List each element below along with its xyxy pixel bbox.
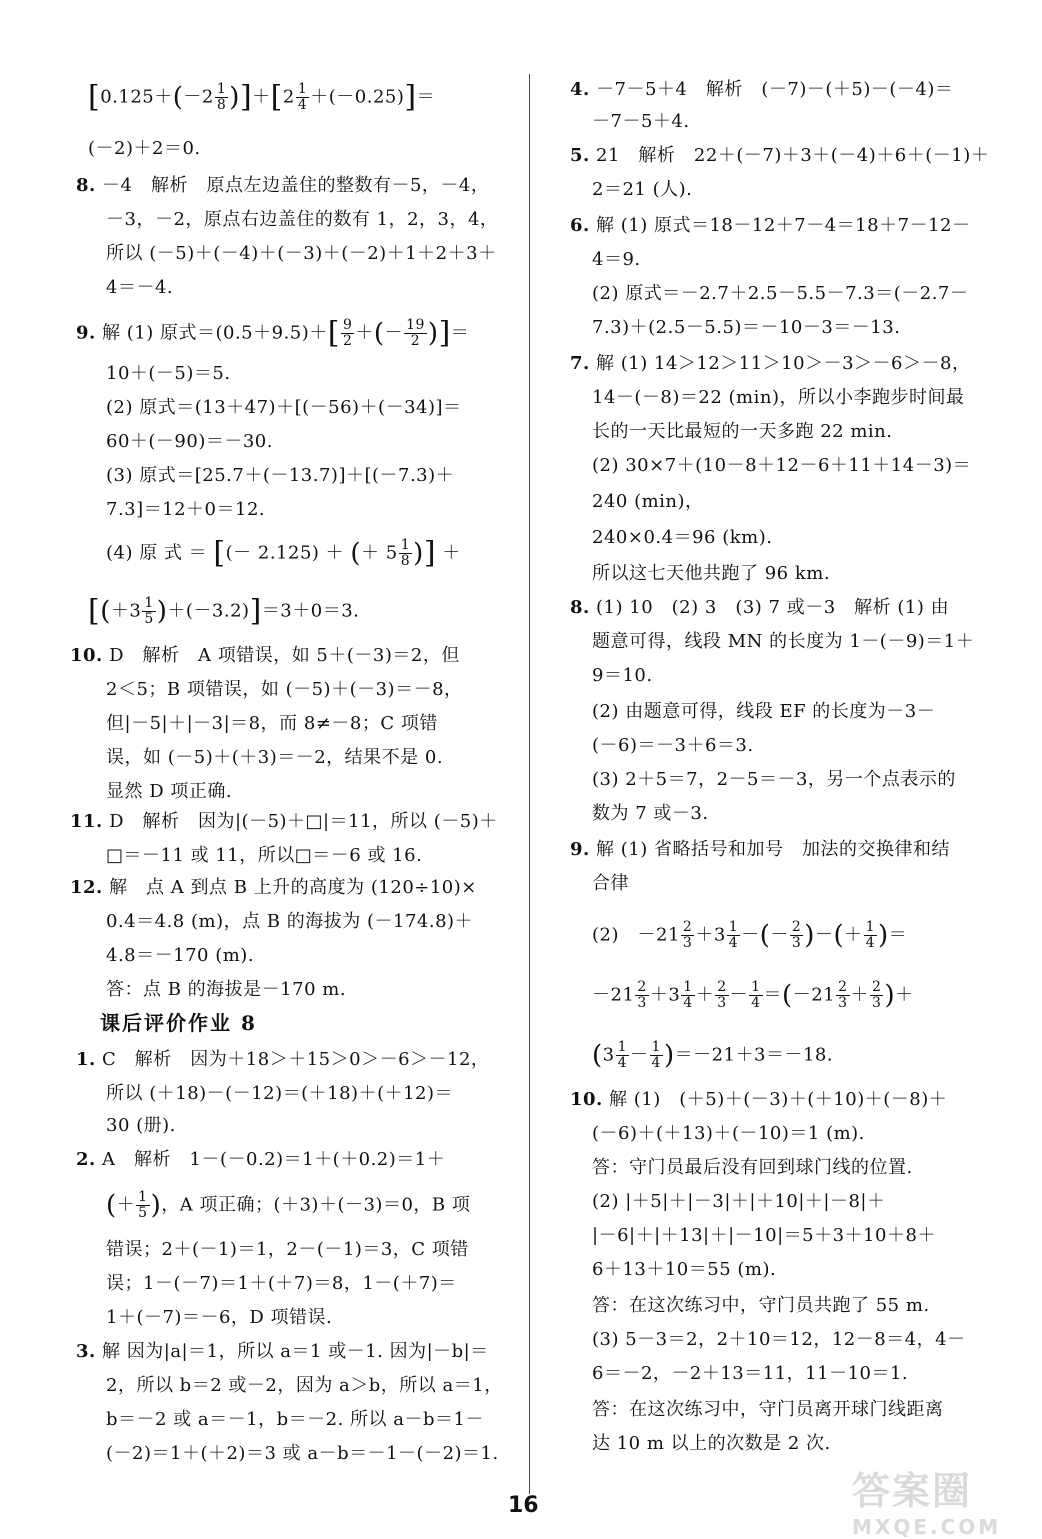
answer-9-line: (3) 原式＝[25.7＋(－13.7)]＋[(－7.3)＋ xyxy=(106,465,455,486)
section-answer-7: 7. 解 (1) 14＞12＞11＞10＞－3＞－6＞－8， xyxy=(570,353,971,374)
section-answer-3-line: (－2)＝1＋(＋2)＝3 或 a－b＝－1－(－2)＝1. xyxy=(106,1443,499,1464)
section-answer-3-line: 2，所以 b＝2 或－2，因为 a＞b，所以 a＝1， xyxy=(106,1375,503,1396)
section-answer-7-line: 14－(－8)＝22 (min)，所以小李跑步时间最 xyxy=(592,387,965,408)
section-answer-2-line: 误；1－(－7)＝1＋(＋7)＝8，1－(＋7)＝ xyxy=(106,1273,457,1294)
section-answer-7-line: 所以这七天他共跑了 96 km. xyxy=(592,563,831,584)
section-answer-10-line: |－6|＋|＋13|＋|－10|＝5＋3＋10＋8＋ xyxy=(592,1225,936,1246)
section-answer-10-line: (－6)＋(＋13)＋(－10)＝1 (m). xyxy=(592,1123,865,1144)
watermark-url: MXQE.COM xyxy=(852,1515,1002,1539)
answer-12: 12. 解 点 A 到点 B 上升的高度为 (120÷10)× xyxy=(70,877,477,898)
section-answer-7-line: 240 (min)， xyxy=(592,491,704,512)
section-answer-5: 5. 21 解析 22＋(－7)＋3＋(－4)＋6＋(－1)＋ xyxy=(570,145,990,166)
answer-10-line: 显然 D 项正确. xyxy=(106,781,233,802)
section-answer-10: 10. 解 (1) (＋5)＋(－3)＋(＋10)＋(－8)＋ xyxy=(570,1089,948,1110)
answer-11: 11. D 解析 因为|(－5)＋□|＝11，所以 (－5)＋ xyxy=(70,811,498,832)
section-answer-4: 4. －7－5＋4 解析 (－7)－(＋5)－(－4)＝ xyxy=(570,79,954,100)
section-answer-2-line: 错误；2＋(－1)＝1，2－(－1)＝3，C 项错 xyxy=(106,1239,469,1260)
section-answer-2: 2. A 解析 1－(－0.2)＝1＋(＋0.2)＝1＋ xyxy=(76,1149,446,1170)
answer-11-line: □＝－11 或 11，所以□＝－6 或 16. xyxy=(106,845,423,866)
section-answer-3: 3. 解 因为|a|＝1，所以 a＝1 或－1. 因为|－b|＝ xyxy=(76,1341,489,1362)
section-answer-6-line: (2) 原式＝－2.7＋2.5－5.5－7.3＝(－2.7－ xyxy=(592,283,969,304)
section-answer-10-line: 答：在这次练习中，守门员共跑了 55 m. xyxy=(592,1295,930,1316)
answer-8-line: －3，－2，原点右边盖住的数有 1，2，3，4， xyxy=(106,209,499,230)
answer-8-line: 4＝－4. xyxy=(106,277,174,298)
answer-7-line-1: [0.125＋(－2 $\frac{1}{8}$ )]＋[2 $\frac{1}{4}$ ＋(－0.25)]＝ xyxy=(88,79,436,115)
watermark-text: 答案圈 xyxy=(852,1469,973,1513)
column-divider xyxy=(529,74,530,1494)
section-answer-10-line: 达 10 m 以上的次数是 2 次. xyxy=(592,1433,831,1454)
section-answer-9: 9. 解 (1) 省略括号和加号 加法的交换律和结 xyxy=(570,839,950,860)
section-answer-10-line: (3) 5－3＝2，2＋10＝12，12－8＝4，4－ xyxy=(592,1329,966,1350)
section-answer-2-line: 1＋(－7)＝－6，D 项错误. xyxy=(106,1307,333,1328)
answer-10-line: 误，如 (－5)＋(＋3)＝－2，结果不是 0. xyxy=(106,747,444,768)
answer-8: 8. －4 解析 原点左边盖住的整数有－5，－4， xyxy=(76,175,490,196)
section-answer-3-line: b＝－2 或 a＝－1，b＝－2. 所以 a－b＝1－ xyxy=(106,1409,484,1430)
answer-10-line: 2＜5；B 项错误，如 (－5)＋(－3)＝－8， xyxy=(106,679,463,700)
section-answer-4-line: －7－5＋4. xyxy=(592,111,690,132)
section-answer-6-line: 4＝9. xyxy=(592,249,641,270)
answer-9-line: 10＋(－5)＝5. xyxy=(106,363,231,384)
answer-9-line: (2) 原式＝(13＋47)＋[(－56)＋(－34)]＝ xyxy=(106,397,462,418)
section-answer-9-line-4: (3 $\frac{1}{4}$ － $\frac{1}{4}$ )＝－21＋3＝－18. xyxy=(592,1039,834,1071)
answer-8-line: 所以 (－5)＋(－4)＋(－3)＋(－2)＋1＋2＋3＋ xyxy=(106,243,497,264)
section-answer-8-line: 题意可得，线段 MN 的长度为 1－(－9)＝1＋ xyxy=(592,631,975,652)
answer-9-line: 60＋(－90)＝－30. xyxy=(106,431,273,452)
section-answer-8-line: (2) 由题意可得，线段 EF 的长度为－3－ xyxy=(592,701,936,722)
section-answer-1-line: 所以 (＋18)－(－12)＝(＋18)＋(＋12)＝ xyxy=(106,1083,454,1104)
section-answer-10-line: 答：守门员最后没有回到球门线的位置. xyxy=(592,1157,913,1178)
section-title: 课后评价作业 8 xyxy=(100,1011,257,1035)
section-answer-8-line: (－6)＝－3＋6＝3. xyxy=(592,735,754,756)
answer-12-line: 答：点 B 的海拔是－170 m. xyxy=(106,979,347,1000)
section-answer-7-line: 240×0.4＝96 (km). xyxy=(592,527,773,548)
section-answer-8-line: (3) 2＋5＝7，2－5＝－3，另一个点表示的 xyxy=(592,769,956,790)
section-answer-10-line: 6＋13＋10＝55 (m). xyxy=(592,1259,777,1280)
section-answer-8-line: 9＝10. xyxy=(592,665,653,686)
answer-7-line-2: (－2)＋2＝0. xyxy=(88,138,201,159)
answer-12-line: 0.4＝4.8 (m)，点 B 的海拔为 (－174.8)＋ xyxy=(106,911,474,932)
section-answer-9-line-3: －21 $\frac{2}{3}$ ＋3 $\frac{1}{4}$ ＋ $\frac{2}{3}$ － $\frac{1}{4}$ ＝(－21 $\frac{2}{3}$ ＋ $\frac{2}{3}$ )＋ xyxy=(592,979,914,1011)
section-answer-7-line: 长的一天比最短的一天多跑 22 min. xyxy=(592,421,893,442)
page-number: 16 xyxy=(508,1493,539,1518)
section-answer-6-line: 7.3)＋(2.5－5.5)＝－10－3＝－13. xyxy=(592,317,901,338)
answer-10-line: 但|－5|＋|－3|＝8，而 8≠－8；C 项错 xyxy=(106,713,438,734)
answer-9-line-1: 9. 解 (1) 原式＝(0.5＋9.5)＋[ $\frac{9}{2}$ ＋(－ $\frac{19}{2}$ )]＝ xyxy=(76,315,470,351)
section-answer-6: 6. 解 (1) 原式＝18－12＋7－4＝18＋7－12－ xyxy=(570,215,971,236)
section-answer-1-line: 30 (册). xyxy=(106,1115,176,1136)
section-answer-8-line: 数为 7 或－3. xyxy=(592,803,709,824)
section-answer-7-line: (2) 30×7＋(10－8＋12－6＋11＋14－3)＝ xyxy=(592,455,972,476)
section-answer-8: 8. (1) 10 (2) 3 (3) 7 或－3 解析 (1) 由 xyxy=(570,597,950,618)
section-answer-9-line-2: (2) －21 $\frac{2}{3}$ ＋3 $\frac{1}{4}$ －(－ $\frac{2}{3}$ )－(＋ $\frac{1}{4}$ )＝ xyxy=(592,919,908,951)
answer-9-line: 7.3]＝12＋0＝12. xyxy=(106,499,266,520)
section-answer-10-line: (2) |＋5|＋|－3|＋|＋10|＋|－8|＋ xyxy=(592,1191,886,1212)
answer-10: 10. D 解析 A 项错误，如 5＋(－3)＝2，但 xyxy=(70,645,460,666)
answer-9-line-4: (4) 原 式 ＝ [(－ 2.125) ＋ (＋ 5 $\frac{1}{8}$ )] ＋ xyxy=(106,535,461,571)
section-answer-10-line: 6＝－2，－2＋13＝11，11－10＝1. xyxy=(592,1363,909,1384)
section-answer-2-line: (＋ $\frac{1}{5}$ )，A 项正确；(＋3)＋(－3)＝0，B 项 xyxy=(106,1189,471,1221)
section-answer-9-line: 合律 xyxy=(592,873,629,894)
answer-12-line: 4.8＝－170 (m). xyxy=(106,945,255,966)
watermark-logo xyxy=(852,1460,1012,1539)
answer-9-line-4b: [(＋3 $\frac{1}{5}$ )＋(－3.2)]＝3＋0＝3. xyxy=(88,593,360,629)
section-answer-10-line: 答：在这次练习中，守门员离开球门线距离 xyxy=(592,1399,944,1420)
section-answer-5-line: 2＝21 (人). xyxy=(592,179,693,200)
section-answer-1: 1. C 解析 因为＋18＞＋15＞0＞－6＞－12， xyxy=(76,1049,490,1070)
